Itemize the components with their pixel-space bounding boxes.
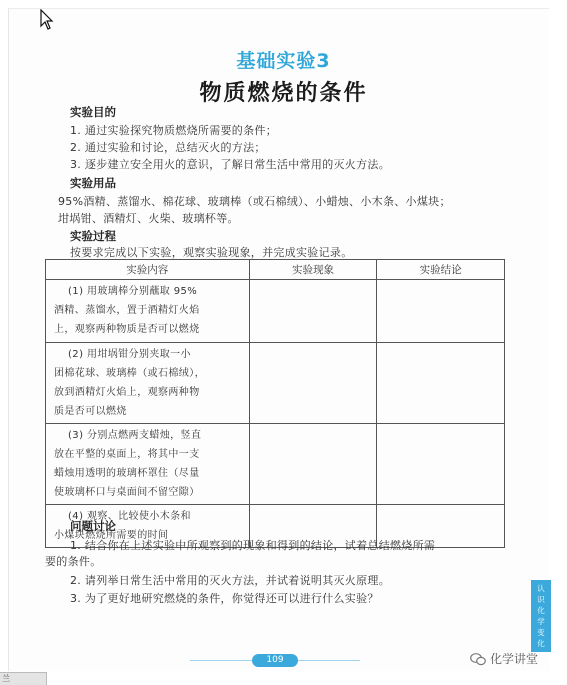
phenomenon-cell[interactable] [249,280,377,343]
cell-line: 小煤块燃烧所需要的时间 [54,530,169,541]
goal-item: 1. 通过实验探究物质燃烧所需要的条件； [70,124,277,137]
watermark-text: 化学讲堂 [490,652,539,666]
process-intro: 按要求完成以下实验，观察实验现象，并完成实验记录。 [70,246,353,259]
supplies-heading: 实验用品 [70,176,116,190]
side-tab-char: 化 [537,639,545,648]
table-row [46,343,505,424]
discussion-heading: 问题讨论 [70,519,116,533]
corner-tab[interactable]: 兰 [0,672,47,685]
wechat-icon [470,652,486,666]
chapter-side-tab [531,580,551,652]
column-header-conclusion: 实验结论 [377,260,505,280]
process-heading: 实验过程 [70,229,116,243]
column-header-content: 实验内容 [46,260,250,280]
table-header-row [46,260,505,280]
goals-heading: 实验目的 [70,105,116,119]
cell-line: (4) 观察、比较使小木条和 [68,511,191,522]
experiment-record-table [45,259,505,548]
conclusion-cell[interactable] [377,343,505,424]
cell-line: (1) 用玻璃棒分别蘸取 95% [68,286,198,297]
goal-item: 3. 逐步建立安全用火的意识，了解日常生活中常用的灭火方法。 [70,158,390,171]
page-title: 物质燃烧的条件 [199,81,368,106]
experiment-content-cell [46,280,250,343]
cell-line: 放到酒精灯火焰上，观察两种物 [54,387,200,398]
cell-line: 蜡烛用透明的玻璃杯罩住（尽量 [54,468,200,479]
side-tab-char: 变 [537,628,545,637]
watermark [470,650,538,667]
phenomenon-cell[interactable] [249,343,377,424]
discussion-line: 3. 为了更好地研究燃烧的条件，你觉得还可以进行什么实验？ [70,592,379,605]
discussion-line: 2. 请列举日常生活中常用的灭火方法，并试着说明其灭火原理。 [70,574,390,587]
cell-line: 使玻璃杯口与桌面间不留空隙） [54,487,200,498]
mouse-cursor-icon [40,9,54,31]
cell-line: 上，观察两种物质是否可以燃烧 [54,324,200,335]
experiment-content-cell [46,343,250,424]
experiment-number: 基础实验3 [236,50,331,72]
goal-item: 2. 通过实验和讨论，总结灭火的方法； [70,141,266,154]
cell-line: 团棉花球、玻璃棒（或石棉绒）， [54,368,205,379]
supplies-line: 95%酒精、蒸馏水、棉花球、玻璃棒（或石棉绒）、小蜡烛、小木条、小煤块； [58,195,451,208]
side-tab-char: 学 [537,617,545,626]
page-number: 109 [252,654,298,667]
side-tab-char: 化 [537,606,545,615]
table-row [46,280,505,343]
discussion-line: 要的条件。 [45,555,102,568]
cell-line: 质是否可以燃烧 [54,406,127,417]
experiment-content-cell [46,424,250,505]
conclusion-cell[interactable] [377,424,505,505]
cell-line: 酒精、蒸馏水，置于酒精灯火焰 [54,305,200,316]
side-tab-char: 识 [537,595,545,604]
cell-line: 放在平整的桌面上，将其中一支 [54,449,200,460]
cell-line: (3) 分别点燃两支蜡烛，竖直 [68,430,202,441]
phenomenon-cell[interactable] [249,424,377,505]
column-header-phenomenon: 实验现象 [249,260,377,280]
discussion-line: 1. 结合你在上述实验中所观察到的现象和得到的结论，试着总结燃烧所需 [70,539,436,552]
supplies-line: 坩埚钳、酒精灯、火柴、玻璃杯等。 [58,212,239,225]
table-row [46,424,505,505]
side-tab-char: 认 [537,584,545,593]
conclusion-cell[interactable] [377,280,505,343]
cell-line: (2) 用坩埚钳分别夹取一小 [68,349,191,360]
